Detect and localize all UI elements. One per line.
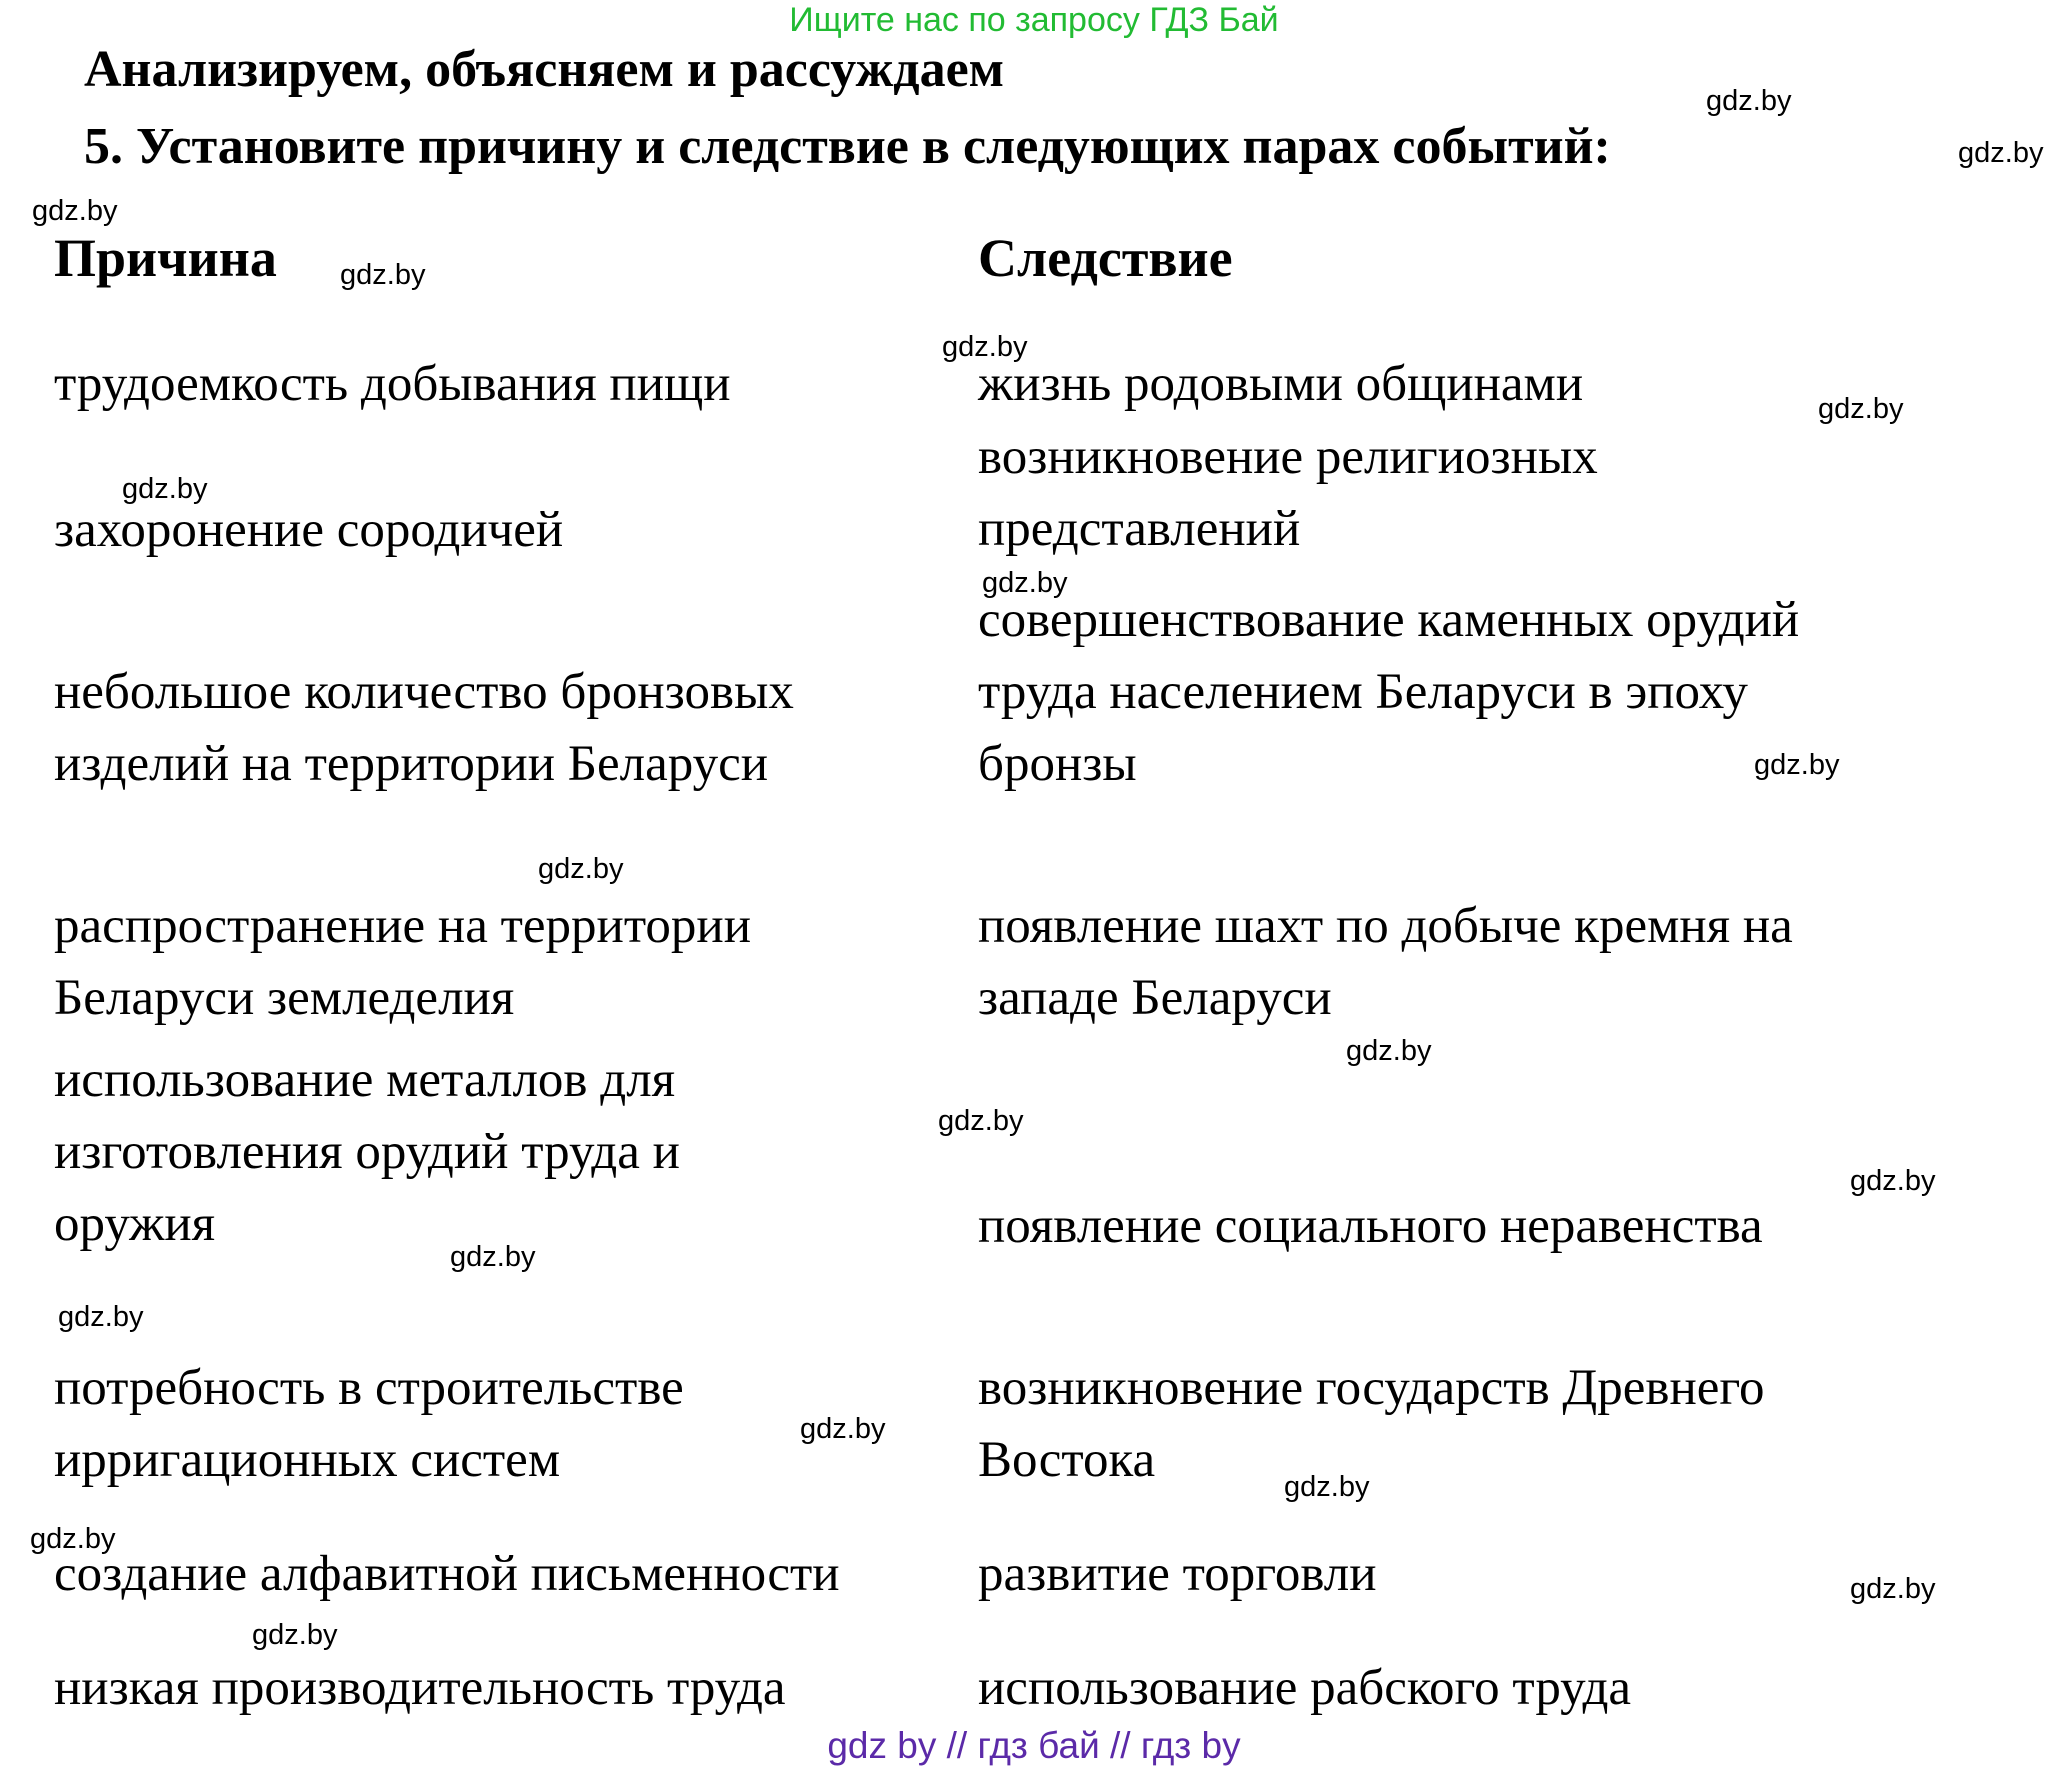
watermark: gdz.by	[252, 1619, 338, 1651]
watermark: gdz.by	[1850, 1573, 1936, 1605]
watermark: gdz.by	[982, 567, 1068, 599]
effect-item: развитие торговли	[978, 1546, 1377, 1602]
watermark: gdz.by	[32, 195, 118, 227]
cause-item: использование металлов для изготовления орудий труда и оружия	[54, 1052, 680, 1252]
watermark: gdz.by	[1284, 1471, 1370, 1503]
watermark: gdz.by	[1818, 393, 1904, 425]
footer-watermark: gdz by // гдз бай // гдз by	[827, 1725, 1241, 1766]
watermark: gdz.by	[1346, 1035, 1432, 1067]
effect-item: возникновение религиозных представлений	[978, 429, 1598, 557]
watermark: gdz.by	[1754, 749, 1840, 781]
watermark: gdz.by	[122, 473, 208, 505]
cause-item: небольшое количество бронзовых изделий на территории Беларуси	[54, 664, 794, 792]
effect-item: использование рабского труда	[978, 1660, 1632, 1716]
effect-item: возникновение государств Древнего Востока	[978, 1360, 1765, 1488]
cause-item: распространение на территории Беларуси земледелия	[54, 898, 752, 1026]
cause-item: захоронение сородичей	[54, 502, 564, 558]
cause-item: создание алфавитной письменности	[54, 1546, 840, 1602]
watermark: gdz.by	[1850, 1165, 1936, 1197]
watermark: gdz.by	[1958, 137, 2044, 169]
watermark: gdz.by	[30, 1523, 116, 1555]
cause-item: трудоемкость добывания пищи	[54, 356, 731, 412]
cause-column-header: Причина	[54, 228, 277, 288]
effect-item: жизнь родовыми общинами	[978, 356, 1584, 412]
effect-column-header: Следствие	[978, 228, 1233, 288]
watermark: gdz.by	[1706, 85, 1792, 117]
cause-item: низкая производительность труда	[54, 1660, 786, 1716]
section-heading: Анализируем, объясняем и рассуждаем	[84, 41, 1005, 98]
effect-item: появление шахт по добыче кремня на западе Беларуси	[978, 898, 1793, 1026]
top-banner: Ищите нас по запросу ГДЗ Бай	[789, 1, 1279, 39]
watermark: gdz.by	[942, 331, 1028, 363]
effect-item: появление социального неравенства	[978, 1198, 1763, 1254]
cause-item: потребность в строительстве ирригационных систем	[54, 1360, 684, 1488]
effect-item: совершенствование каменных орудий труда населением Беларуси в эпоху бронзы	[978, 592, 1800, 792]
task-heading: 5. Установите причину и следствие в следующих парах событий:	[84, 118, 1611, 175]
watermark: gdz.by	[800, 1413, 886, 1445]
watermark: gdz.by	[58, 1301, 144, 1333]
watermark: gdz.by	[340, 259, 426, 291]
watermark: gdz.by	[538, 853, 624, 885]
watermark: gdz.by	[938, 1105, 1024, 1137]
watermark: gdz.by	[450, 1241, 536, 1273]
